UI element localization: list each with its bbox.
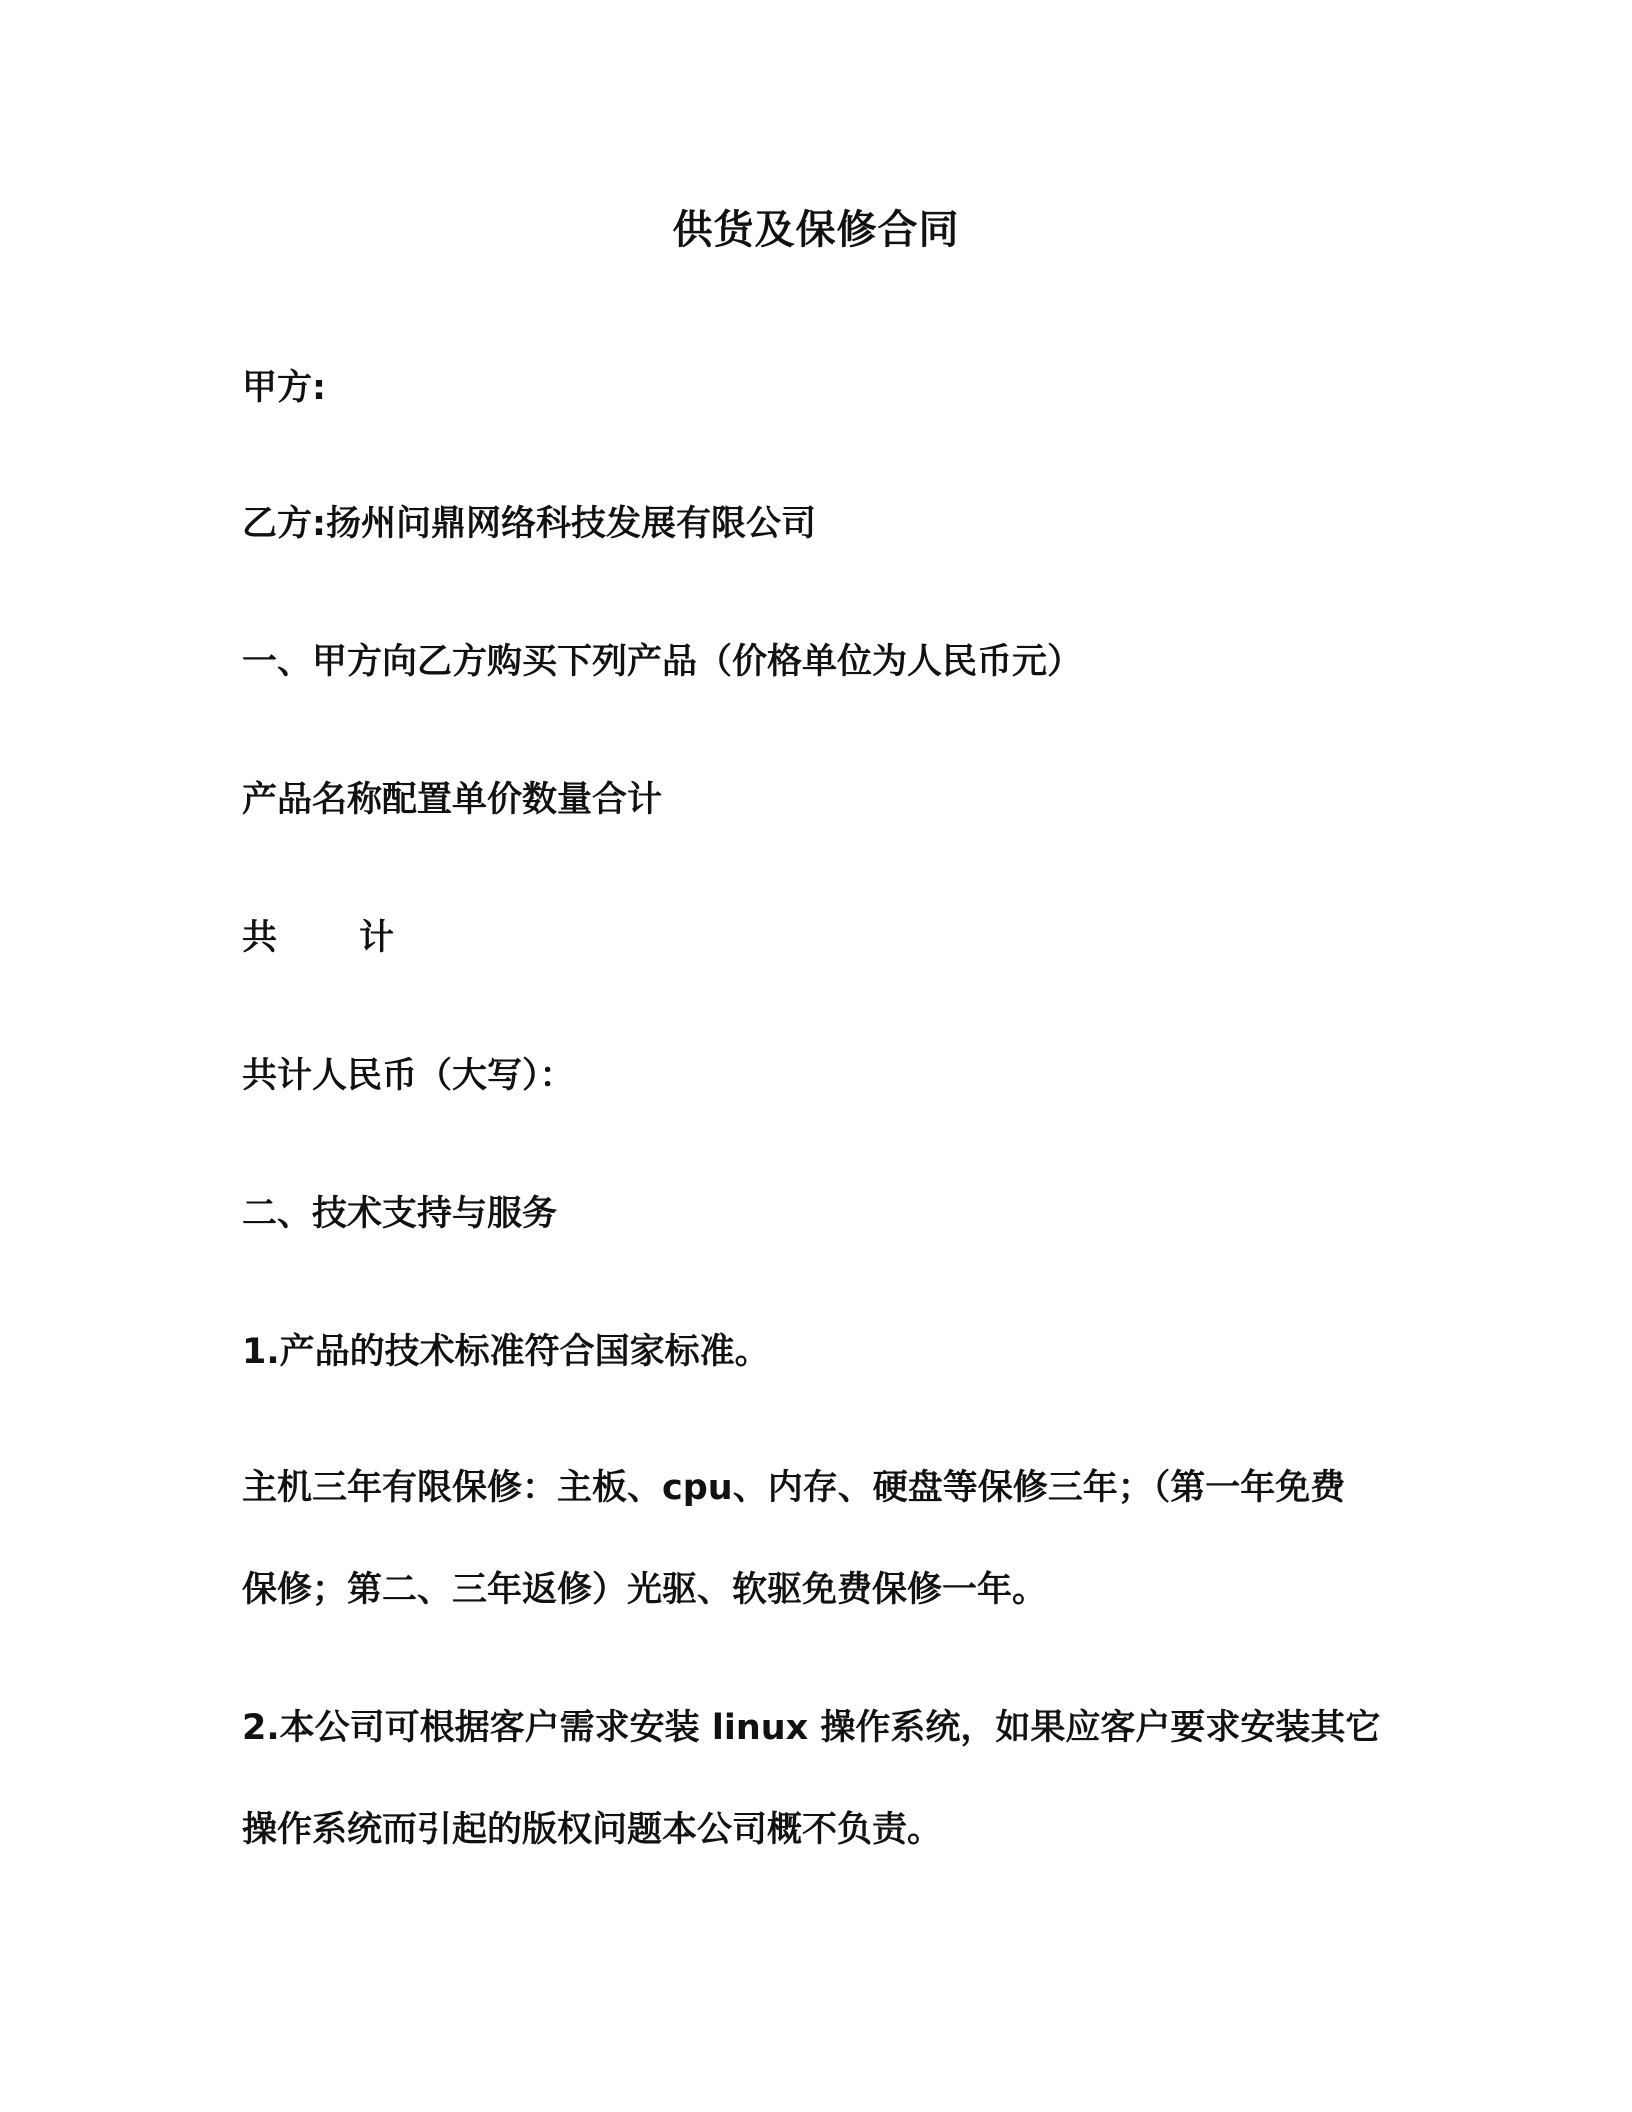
- total-row: [242, 916, 394, 960]
- service-item-1: 1.产品的技术标准符合国家标准。: [242, 1332, 770, 1372]
- party-b-line: 乙方:扬州问鼎网络科技发展有限公司: [242, 504, 816, 544]
- total-rmb-capitalized: 共计人民币（大写）：: [242, 1056, 575, 1096]
- warranty-line-2: 保修；第二、三年返修）光驱、软驱免费保修一年。: [242, 1570, 1048, 1610]
- product-table-header: 产品名称配置单价数量合计: [242, 780, 663, 820]
- document-title: 供货及保修合同: [672, 207, 960, 253]
- total-label-second: 计: [359, 918, 395, 958]
- service-item-2-line-2: 操作系统而引起的版权问题本公司概不负责。: [242, 1810, 943, 1850]
- party-a-line: 甲方:: [242, 368, 326, 408]
- service-item-2-line-1: 2.本公司可根据客户需求安装 linux 操作系统，如果应客户要求安装其它: [242, 1708, 1381, 1748]
- section-1-heading: 一、甲方向乙方购买下列产品（价格单位为人民币元）: [242, 642, 1083, 682]
- total-label-first: 共: [242, 918, 278, 958]
- warranty-line-1: 主机三年有限保修：主板、cpu、内存、硬盘等保修三年；（第一年免费: [242, 1468, 1346, 1508]
- section-2-heading: 二、技术支持与服务: [242, 1194, 558, 1234]
